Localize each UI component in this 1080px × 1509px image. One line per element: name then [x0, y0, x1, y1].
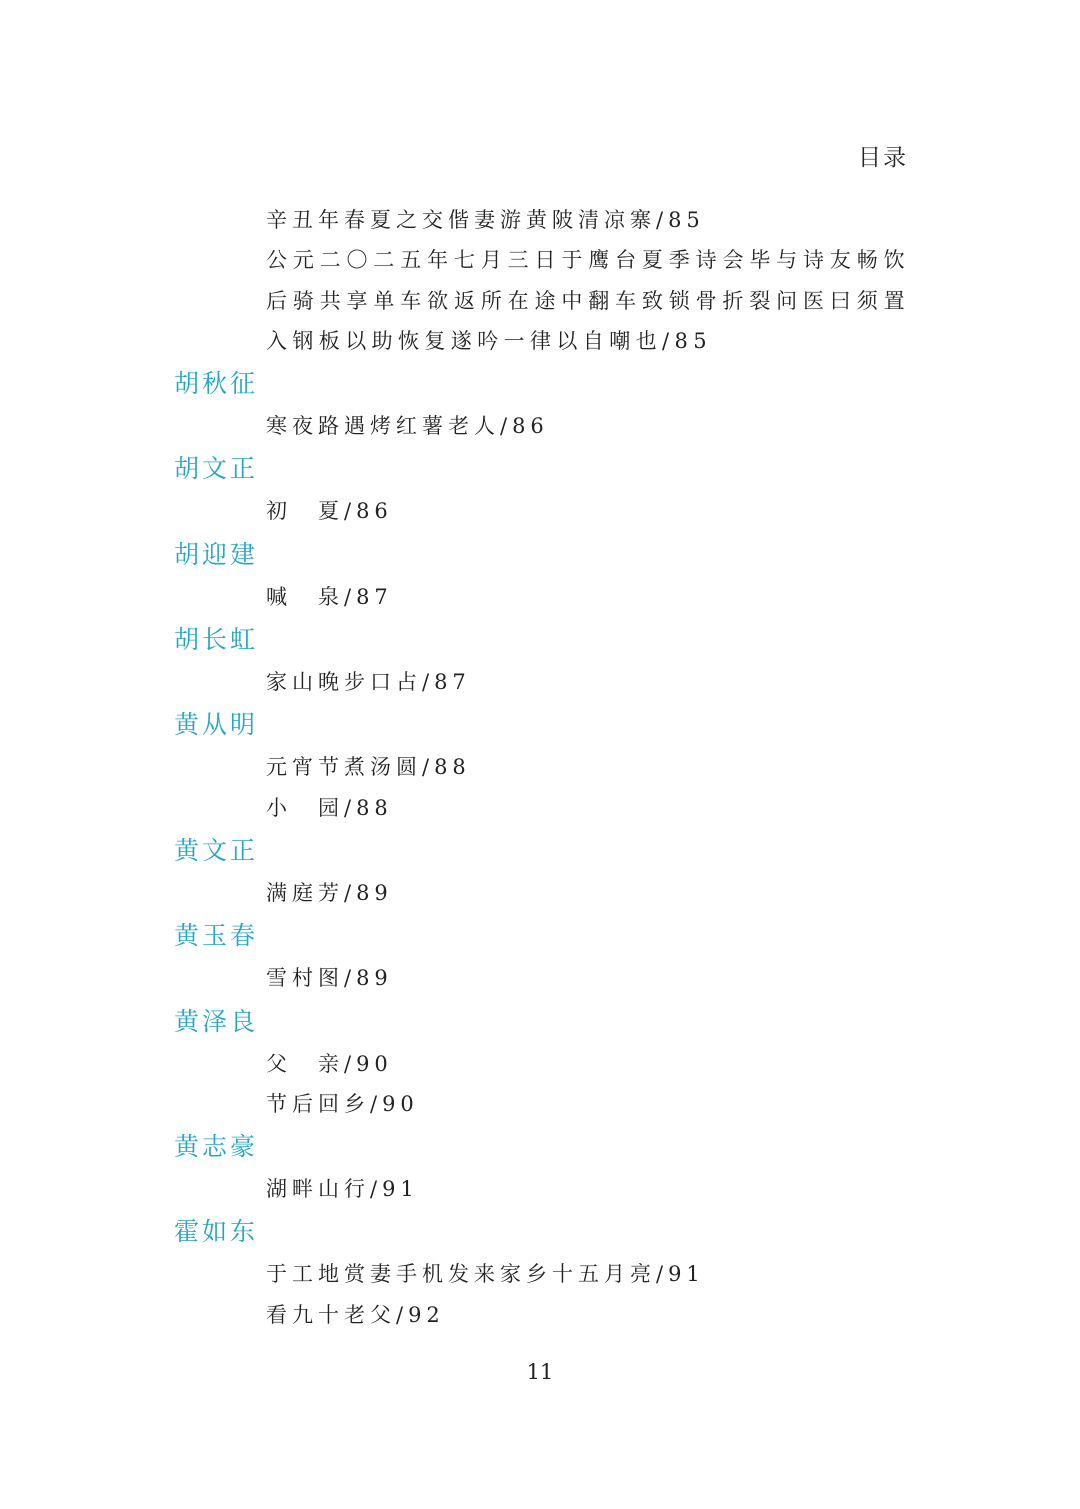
author-name: 霍如东 — [174, 1217, 259, 1247]
toc-entry: 雪村图/89 — [266, 966, 393, 991]
author-name: 胡文正 — [174, 454, 259, 484]
author-name: 黄从明 — [174, 710, 259, 740]
toc-entry: 节后回乡/90 — [266, 1091, 419, 1116]
page-number: 11 — [526, 1360, 554, 1384]
author-name: 胡迎建 — [174, 539, 259, 569]
toc-entry: 于工地赏妻手机发来家乡十五月亮/91 — [266, 1262, 705, 1287]
toc-entry: 湖畔山行/91 — [266, 1177, 419, 1202]
running-head: 目录 — [858, 145, 908, 171]
author-name: 黄泽良 — [174, 1006, 259, 1036]
toc-entry: 公元二〇二五年七月三日于鹰台夏季诗会毕与诗友畅饮后骑共享单车欲返所在途中翻车致锁骨折裂问医曰须置入钢板以助恢复遂吟一律以自嘲也/85 — [266, 248, 910, 353]
toc-entry: 父 亲/90 — [266, 1051, 393, 1076]
toc-entry: 满庭芳/89 — [266, 880, 393, 905]
toc-entry: 家山晚步口占/87 — [266, 670, 471, 695]
toc-entry: 喊 泉/87 — [266, 584, 393, 609]
author-name: 黄玉春 — [174, 921, 259, 951]
author-name: 胡长虹 — [174, 625, 259, 655]
toc-entry: 初 夏/86 — [266, 499, 393, 524]
toc-entry: 寒夜路遇烤红薯老人/86 — [266, 414, 549, 439]
toc-entry: 看九十老父/92 — [266, 1302, 445, 1327]
author-name: 胡秋征 — [174, 369, 259, 399]
table-of-contents — [0, 200, 1080, 1335]
author-name: 黄文正 — [174, 835, 259, 865]
toc-entry: 辛丑年春夏之交偕妻游黄陂清凉寨/85 — [266, 208, 705, 232]
toc-entry: 小 园/88 — [266, 795, 393, 820]
toc-entry: 元宵节煮汤圆/88 — [266, 755, 471, 780]
author-name: 黄志豪 — [174, 1132, 259, 1162]
